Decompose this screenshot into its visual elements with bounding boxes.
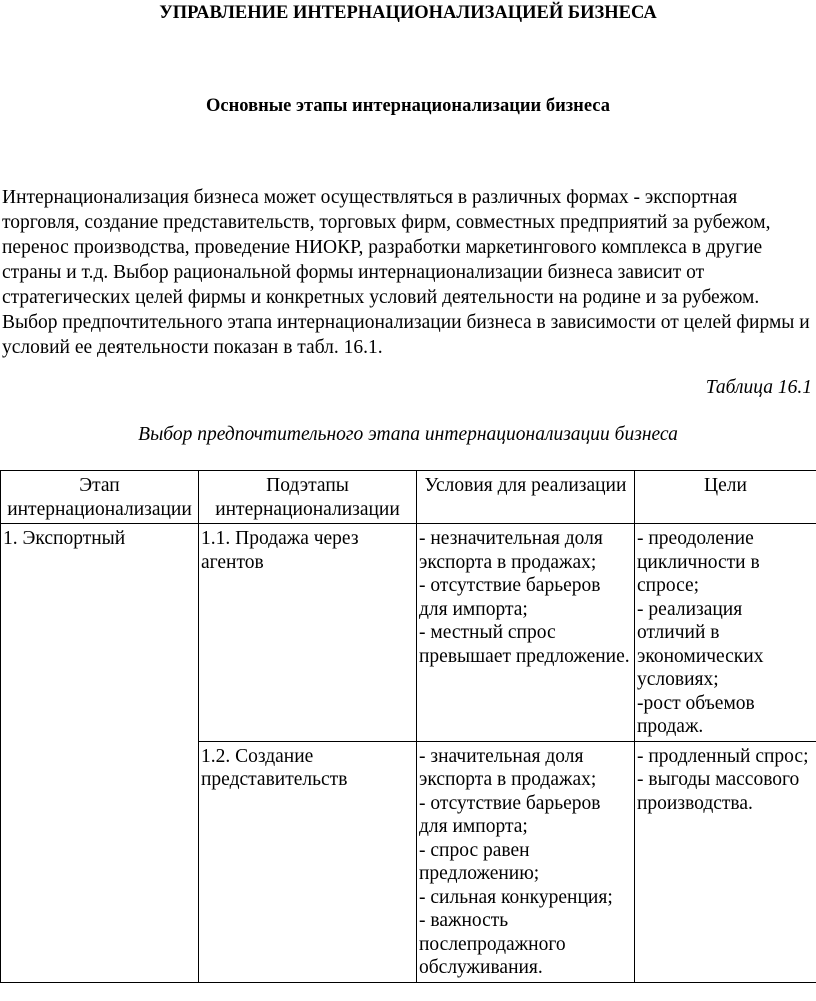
substage-cell: 1.2. Создание представительств [199,741,417,982]
table-row [1,524,816,742]
condition-item: - значительная доля экспорта в продажах; [419,745,597,790]
condition-item: - местный спрос превышает предложение. [419,622,630,667]
header-substage: Подэтапы интернационализации [199,471,417,524]
section-subtitle: Основные этапы интернационализации бизнеса [206,96,610,116]
condition-item: - незначительная доля экспорта в продажах; [419,528,603,573]
goal-item: - преодоление цикличности в спросе; [637,528,760,596]
goals-cell [635,524,816,742]
document-title: УПРАВЛЕНИЕ ИНТЕРНАЦИОНАЛИЗАЦИЕЙ БИЗНЕСА [159,3,657,23]
table-header-row [1,471,816,524]
condition-item: - спрос равен предложению; [419,839,540,884]
conditions-cell [417,741,635,982]
table-caption: Выбор предпочтительного этапа интернационализации бизнеса [138,424,678,445]
header-goals: Цели [635,471,816,524]
condition-item: - отсутствие барьеров для импорта; [419,792,601,837]
goal-item: - продленный спрос; [637,745,809,767]
table-number: Таблица 16.1 [705,377,812,398]
condition-item: - важность послепродажного обслуживания. [419,910,566,978]
header-stage: Этап интернационализации [1,471,199,524]
intro-paragraph: Интернационализация бизнеса может осуществляться в различных формах - экспортная торговля, создание представительств, торговых фирм, совместных предприятий за рубежом, перенос производства, проведение НИОКР, разработки маркетингового комплекса в другие страны и т.д. Выбор рациональной формы интернационализации бизнеса зависит от стратегических целей фирмы и конкретных условий деятельности на родине и за рубежом. Выбор предпочтительного этапа интернационализации бизнеса в зависимости от целей фирмы и условий ее деятельности показан в табл. 16.1. [2,187,810,358]
goal-item: -рост объемов продаж. [637,692,755,737]
conditions-cell [417,524,635,742]
condition-item: - сильная конкуренция; [419,886,613,908]
header-conditions: Условия для реализации [417,471,635,524]
goal-item: - реализация отличий в экономических условиях; [637,598,764,690]
condition-item: - отсутствие барьеров для импорта; [419,575,601,620]
goals-cell [635,741,816,982]
stage-cell: 1. Экспортный [1,524,199,983]
goal-item: - выгоды массового производства. [637,769,800,814]
substage-cell: 1.1. Продажа через агентов [199,524,417,742]
stages-table [0,470,816,983]
